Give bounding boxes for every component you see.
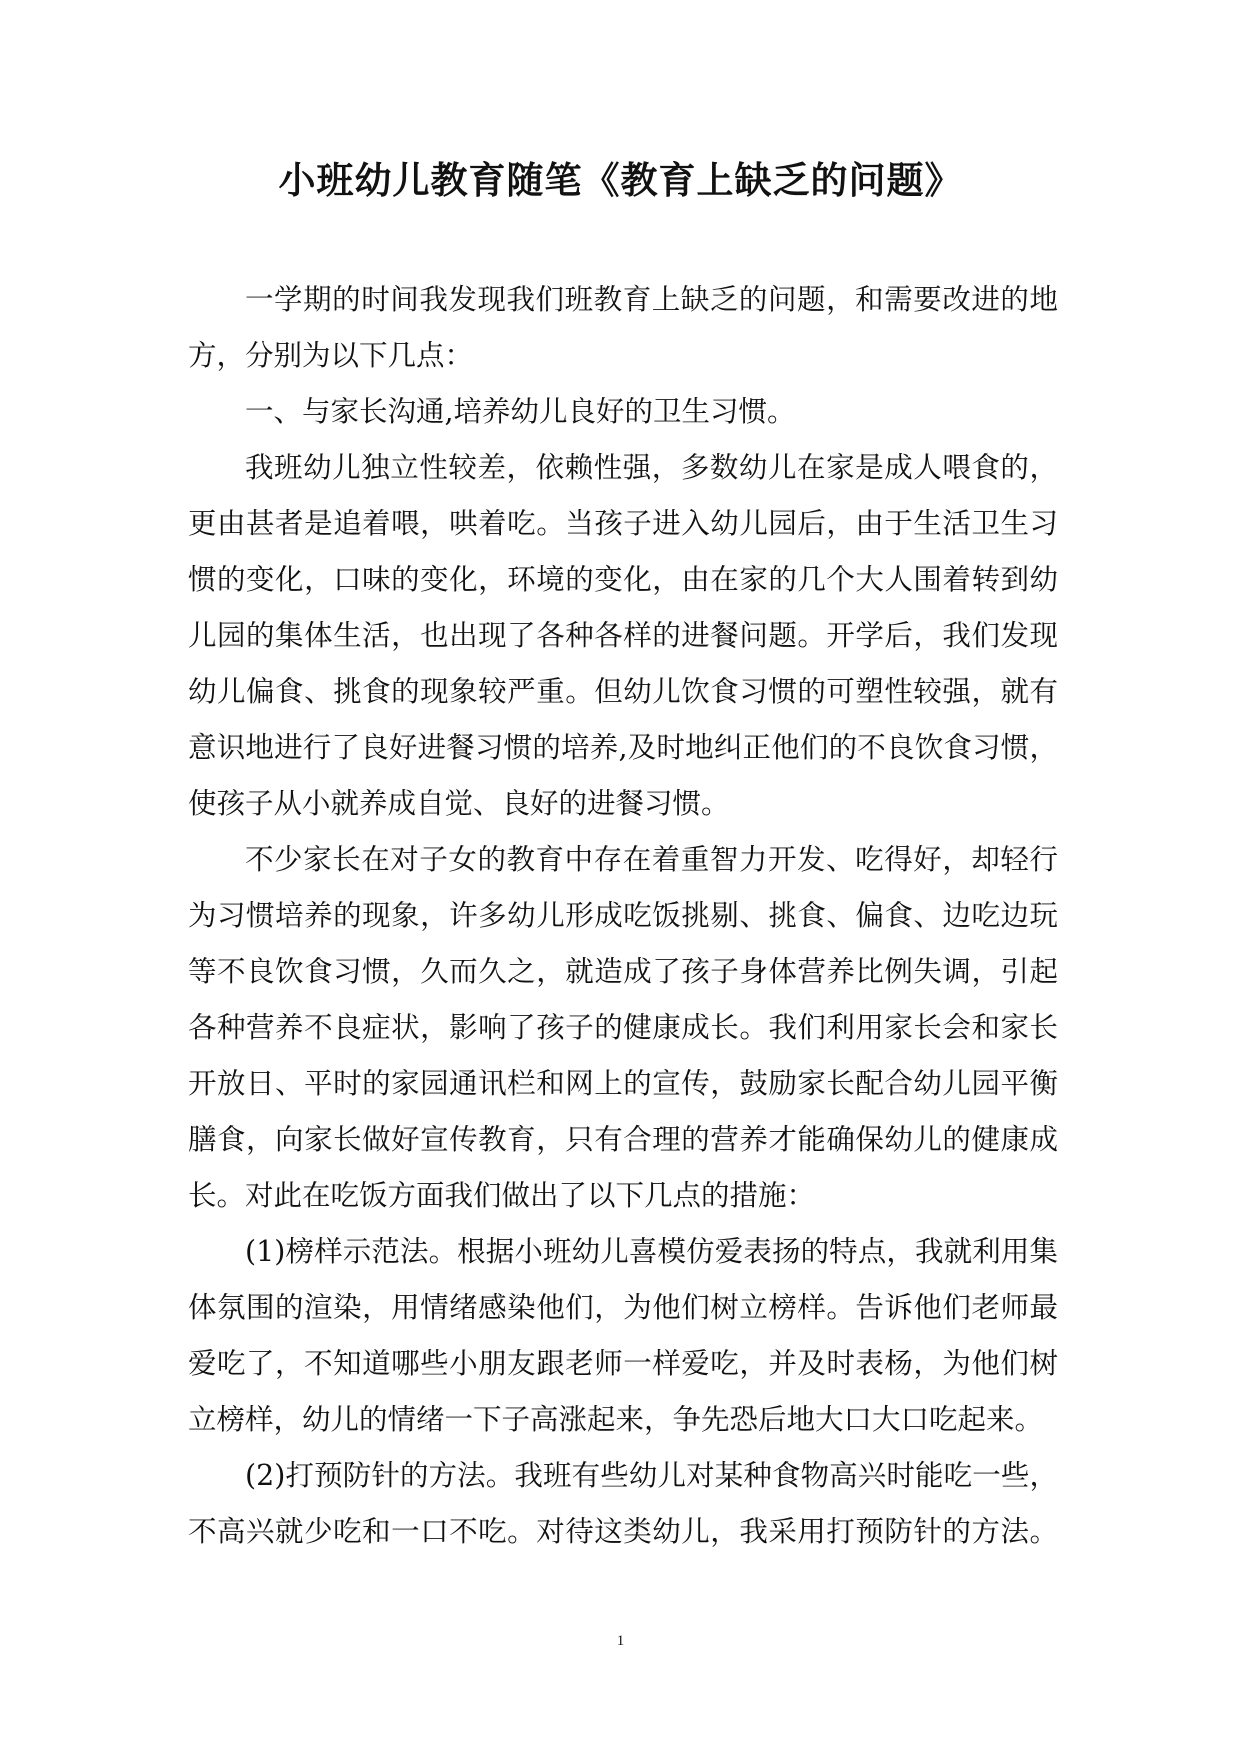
document-title: 小班幼儿教育随笔《教育上缺乏的问题》 — [278, 158, 963, 202]
page-number: 1 — [616, 1633, 625, 1649]
document-body — [188, 272, 1058, 1560]
paragraph-eating-habits: 我班幼儿独立性较差，依赖性强，多数幼儿在家是成人喂食的，更由甚者是追着喂，哄着吃。当孩子进入幼儿园后，由于生活卫生习惯的变化，口味的变化，环境的变化，由在家的几个大人围着转到幼儿园的集体生活，也出现了各种各样的进餐问题。开学后，我们发现幼儿偏食、挑食的现象较严重。但幼儿饮食习惯的可塑性较强，就有意识地进行了良好进餐习惯的培养,及时地纠正他们的不良饮食习惯，使孩子从小就养成自觉、良好的进餐习惯。 — [188, 451, 1058, 820]
paragraph-measure-1: (1)榜样示范法。根据小班幼儿喜模仿爱表扬的特点，我就利用集体氛围的渲染，用情绪感染他们，为他们树立榜样。告诉他们老师最爱吃了，不知道哪些小朋友跟老师一样爱吃，并及时表杨，为他们树立榜样，幼儿的情绪一下子高涨起来，争先恐后地大口大口吃起来。 — [188, 1235, 1058, 1436]
paragraph-heading-1: 一、与家长沟通,培养幼儿良好的卫生习惯。 — [245, 395, 796, 428]
paragraph-intro: 一学期的时间我发现我们班教育上缺乏的问题，和需要改进的地方，分别为以下几点： — [188, 283, 1058, 372]
paragraph-measure-2: (2)打预防针的方法。我班有些幼儿对某种食物高兴时能吃一些，不高兴就少吃和一口不吃。对待这类幼儿，我采用打预防针的方法。 — [188, 1459, 1058, 1548]
paragraph-parents-education: 不少家长在对子女的教育中存在着重智力开发、吃得好，却轻行为习惯培养的现象，许多幼儿形成吃饭挑剔、挑食、偏食、边吃边玩等不良饮食习惯，久而久之，就造成了孩子身体营养比例失调，引起各种营养不良症状，影响了孩子的健康成长。我们利用家长会和家长开放日、平时的家园通讯栏和网上的宣传，鼓励家长配合幼儿园平衡膳食，向家长做好宣传教育，只有合理的营养才能确保幼儿的健康成长。对此在吃饭方面我们做出了以下几点的措施： — [188, 843, 1058, 1212]
